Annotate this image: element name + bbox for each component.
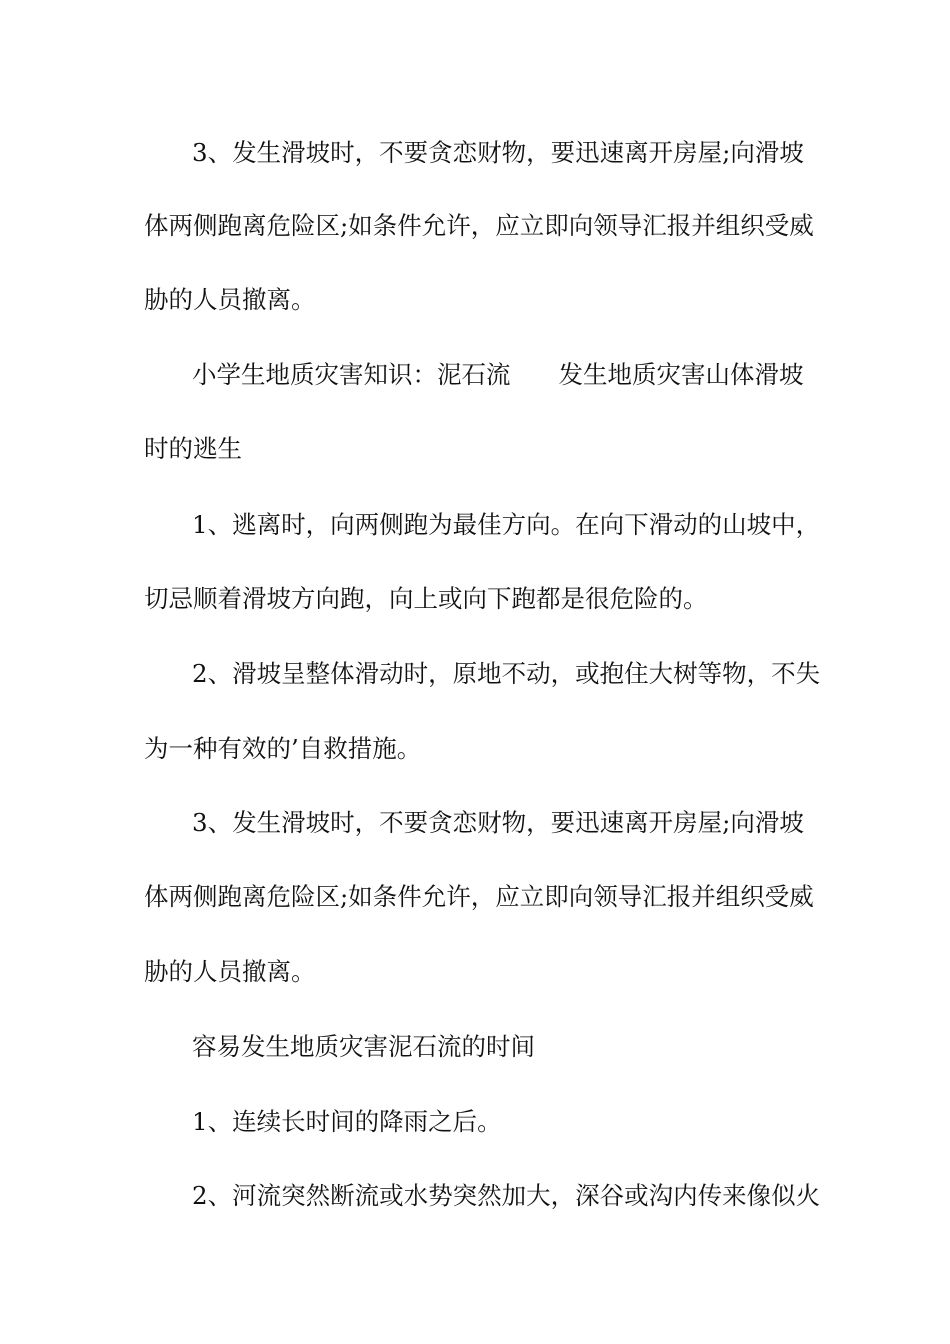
paragraph-line: 体两侧跑离危险区;如条件允许，应立即向领导汇报并组织受威 [144, 882, 814, 911]
paragraph-line: 切忌顺着滑坡方向跑，向上或向下跑都是很危险的。 [144, 584, 708, 613]
paragraph-line: 胁的人员撤离。 [144, 285, 316, 314]
paragraph-line: 1、逃离时，向两侧跑为最佳方向。在向下滑动的山坡中， [192, 510, 821, 539]
section-heading [192, 359, 804, 391]
paragraph-line: 为一种有效的’自救措施。 [144, 734, 422, 763]
heading-left-text: 小学生地质灾害知识：泥石流 [192, 360, 511, 389]
paragraph-line: 3、发生滑坡时，不要贪恋财物，要迅速离开房屋;向滑坡 [192, 138, 804, 167]
paragraph-line: 时的逃生 [144, 434, 242, 463]
section-heading: 容易发生地质灾害泥石流的时间 [192, 1032, 535, 1061]
paragraph-line: 胁的人员撤离。 [144, 957, 316, 986]
paragraph-line: 3、发生滑坡时，不要贪恋财物，要迅速离开房屋;向滑坡 [192, 808, 804, 837]
heading-right-text: 发生地质灾害山体滑坡 [558, 360, 804, 389]
paragraph-line: 2、河流突然断流或水势突然加大，深谷或沟内传来像似火 [192, 1181, 821, 1210]
paragraph-line: 2、滑坡呈整体滑动时，原地不动，或抱住大树等物，不失 [192, 659, 821, 688]
paragraph-line: 1、连续长时间的降雨之后。 [192, 1107, 502, 1136]
paragraph-line: 体两侧跑离危险区;如条件允许，应立即向领导汇报并组织受威 [144, 211, 814, 240]
